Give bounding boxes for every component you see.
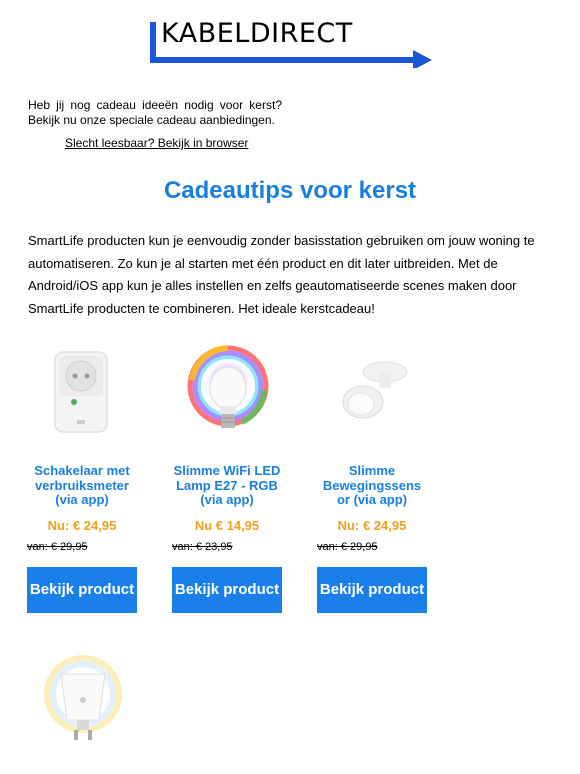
product-card	[317, 340, 427, 613]
intro-line-1: Heb jij nog cadeau ideeën nodig voor kerst?	[28, 98, 282, 112]
page-title: Cadeautips voor kerst	[163, 177, 417, 204]
rgb-bulb-icon	[172, 340, 282, 450]
intro-paragraph: SmartLife producten kun je eenvoudig zonder basisstation gebruiken om jouw woning te automatiseren. Zo kun je al starten met één product en dit later uitbreiden. Met de Android/iOS app kun je alles instellen en zelfs geautomatiseerde scenes maken door SmartLife producten te combineren. Het ideale kerstcadeau!	[28, 233, 535, 316]
view-product-button[interactable]: Bekijk product	[317, 567, 427, 613]
product-image[interactable]	[317, 340, 427, 450]
product-old-price: van: € 29,95	[317, 541, 378, 553]
product-image[interactable]	[27, 650, 137, 760]
product-image[interactable]	[27, 340, 137, 450]
product-card	[27, 340, 137, 613]
product-price: Nu: € 24,95	[337, 518, 407, 533]
logo-text: KABELDIRECT	[161, 18, 353, 49]
intro-text	[28, 98, 282, 128]
product-name[interactable]: Schakelaar met verbruiksmeter (via app)	[34, 463, 130, 507]
gu10-spot-icon	[27, 650, 137, 760]
motion-sensor-icon	[317, 340, 427, 450]
product-name[interactable]: Slimme Bewegingssens or (via app)	[322, 463, 422, 507]
kabeldirect-logo[interactable]	[147, 16, 432, 68]
view-product-button[interactable]: Bekijk product	[27, 567, 137, 613]
view-product-button[interactable]: Bekijk product	[172, 567, 282, 613]
product-image[interactable]	[172, 340, 282, 450]
product-old-price: van: € 29,95	[27, 541, 88, 553]
product-price: Nu € 14,95	[194, 518, 260, 533]
product-card	[27, 650, 137, 760]
product-price: Nu: € 24,95	[47, 518, 117, 533]
product-name[interactable]: Slimme WiFi LED Lamp E27 - RGB (via app)	[173, 463, 281, 507]
intro-line-2: Bekijk nu onze speciale cadeau aanbiedingen.	[28, 113, 275, 127]
product-old-price: van: € 23,95	[172, 541, 233, 553]
smart-plug-icon	[27, 340, 137, 450]
product-card	[172, 340, 282, 613]
view-in-browser-link[interactable]: Slecht leesbaar? Bekijk in browser	[65, 136, 249, 150]
